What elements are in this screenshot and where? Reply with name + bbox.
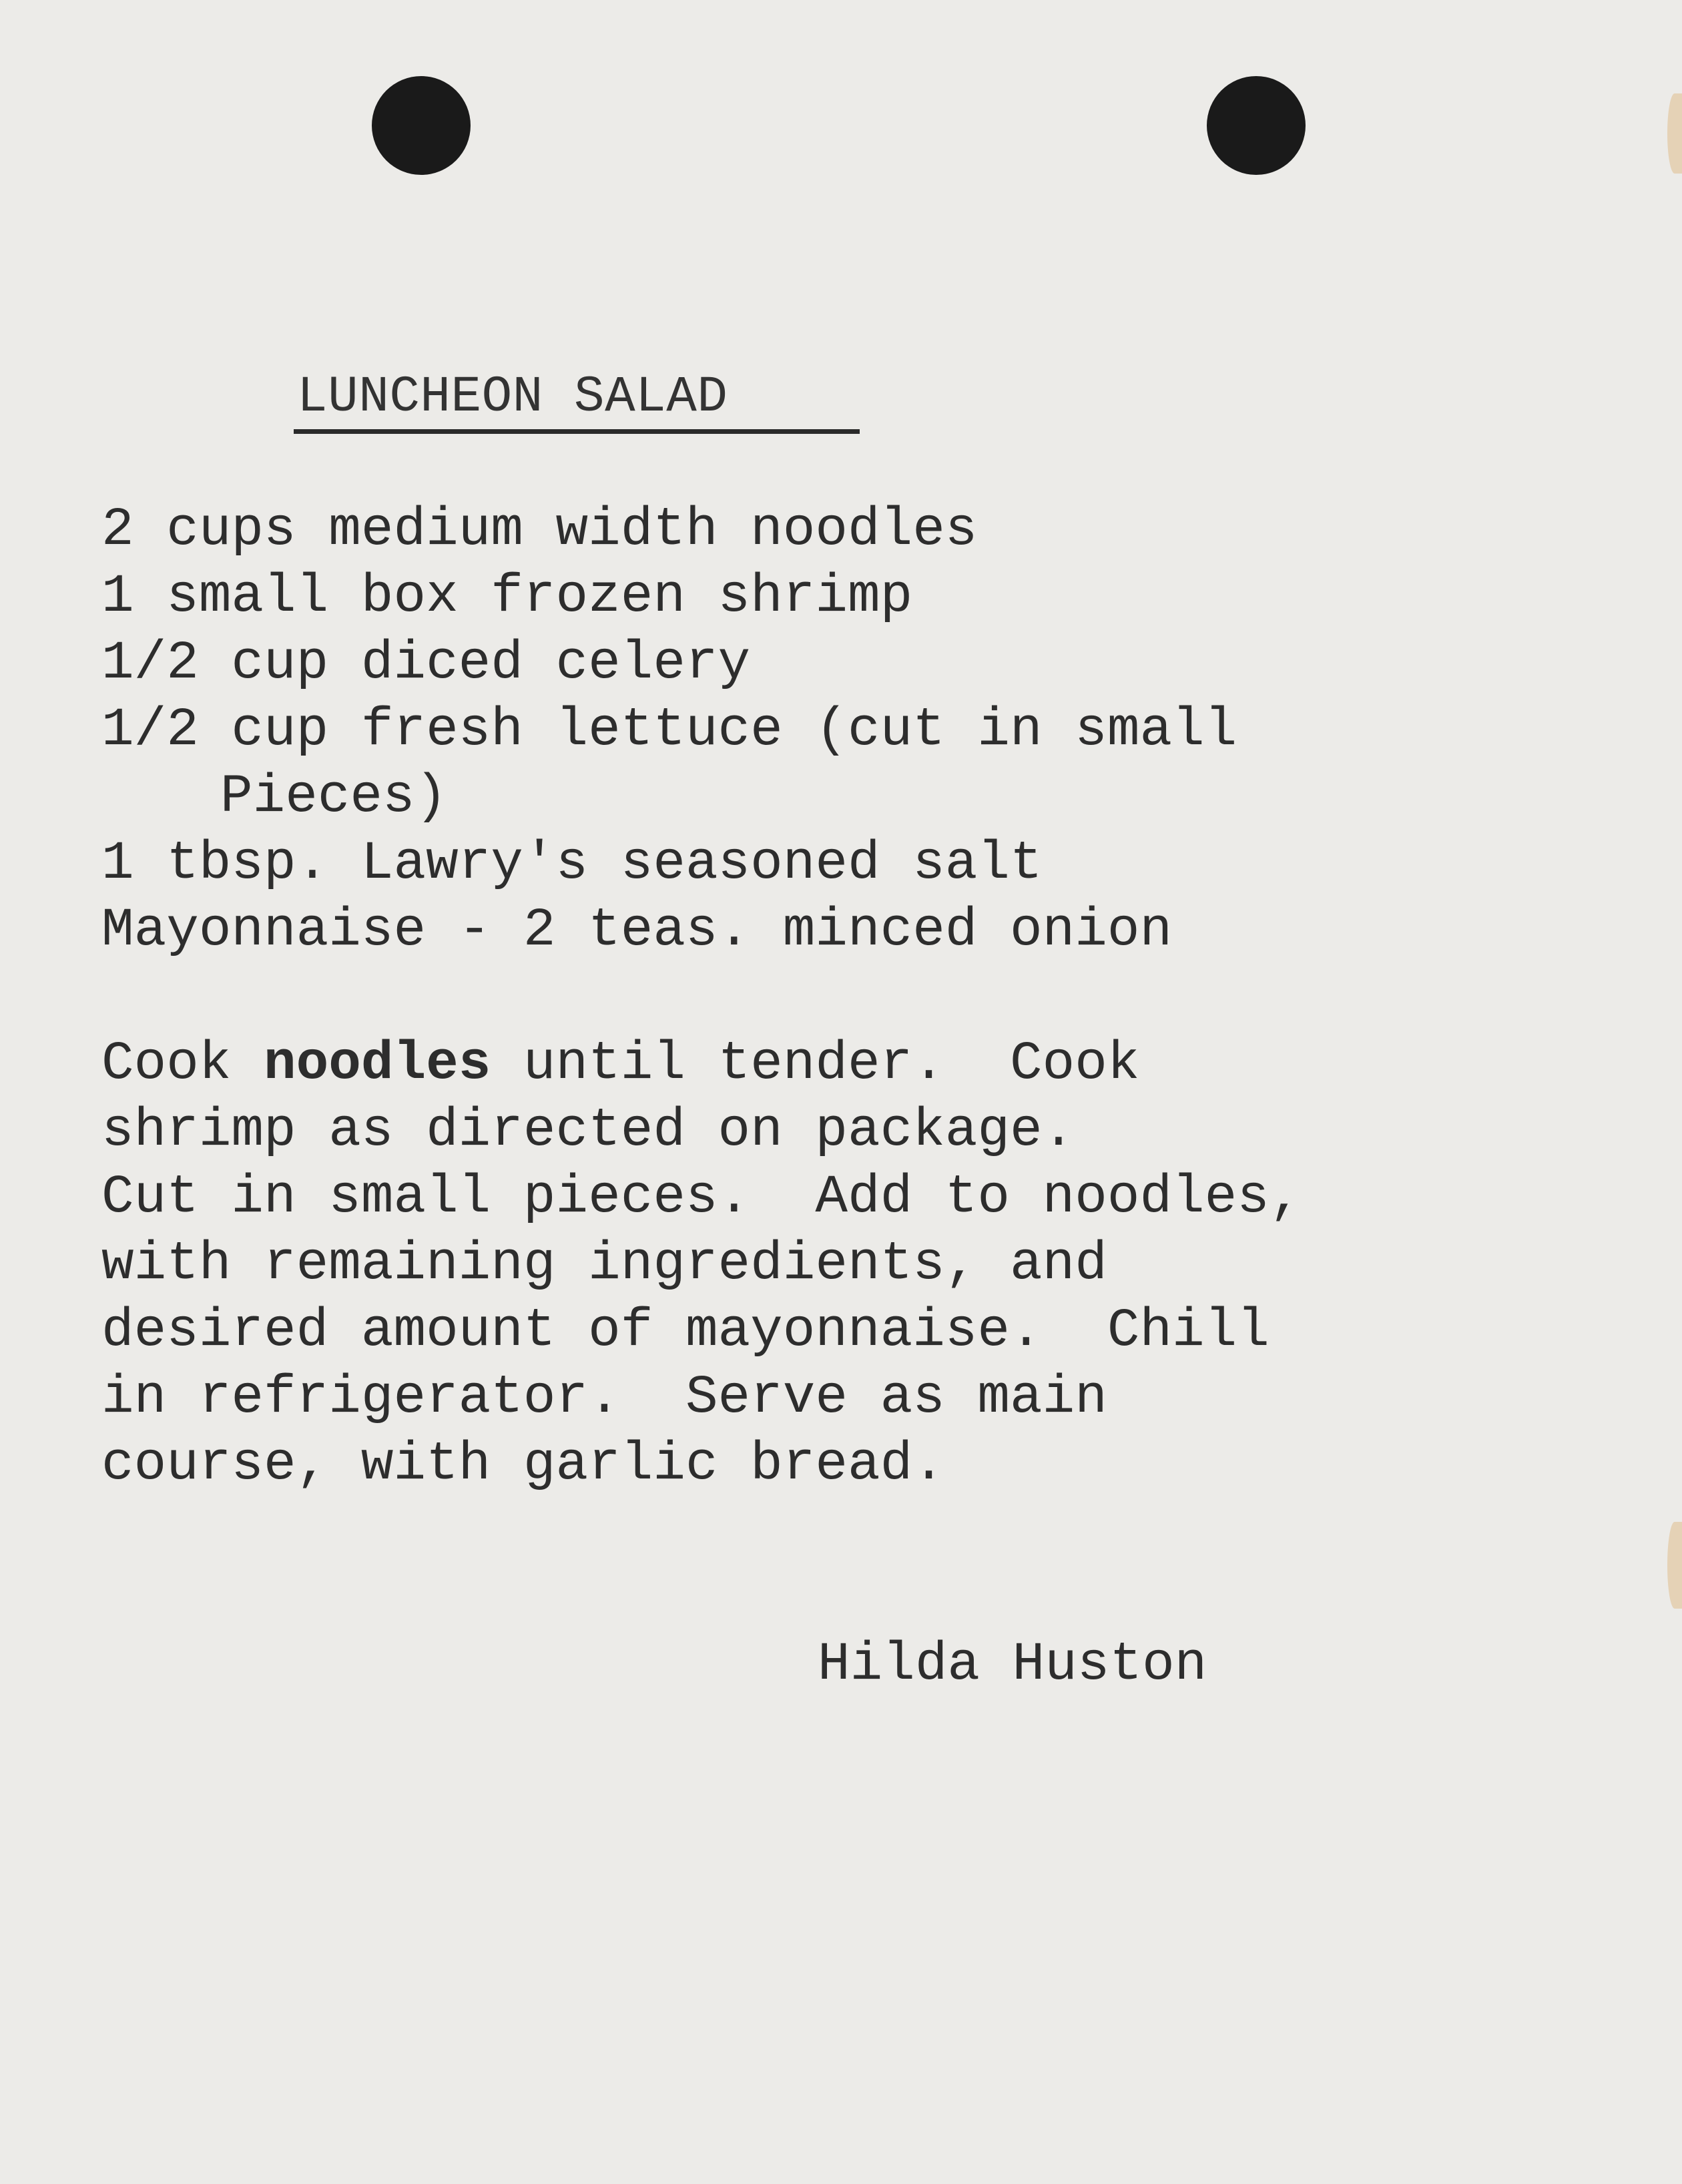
paper-stain <box>1667 93 1682 174</box>
instruction-text: until tender. Cook <box>491 1034 1140 1095</box>
ingredient-item: 2 cups medium width noodles <box>101 500 978 561</box>
punch-hole-left <box>372 76 471 175</box>
instruction-line: with remaining ingredients, and <box>101 1234 1107 1295</box>
instruction-line <box>101 1031 1302 1098</box>
ingredient-item: 1/2 cup diced celery <box>101 633 751 694</box>
ingredient-item: Mayonnaise - 2 teas. minced onion <box>101 900 1173 961</box>
author-signature: Hilda Huston <box>818 1635 1207 1695</box>
instructions-paragraph <box>101 1031 1302 1498</box>
instruction-line: in refrigerator. Serve as main <box>101 1368 1107 1428</box>
ingredient-item: 1 small box frozen shrimp <box>101 567 913 627</box>
instruction-line: Cut in small pieces. Add to noodles, <box>101 1167 1302 1228</box>
ingredient-item: 1 tbsp. Lawry's seasoned salt <box>101 834 1043 894</box>
ingredient-item: 1/2 cup fresh lettuce (cut in small <box>101 700 1237 761</box>
instruction-line: shrimp as directed on package. <box>101 1101 1075 1161</box>
instruction-bold-word: noodles <box>264 1034 491 1095</box>
instruction-line: course, with garlic bread. <box>101 1434 945 1495</box>
paper-stain <box>1667 1522 1682 1609</box>
punch-hole-right <box>1207 76 1306 175</box>
ingredient-item-continuation: Pieces) <box>220 767 448 828</box>
ingredient-list <box>101 497 1237 965</box>
recipe-title: LUNCHEON SALAD <box>297 368 728 426</box>
instruction-text: Cook <box>101 1034 264 1095</box>
title-underline <box>294 429 860 434</box>
instruction-line: desired amount of mayonnaise. Chill <box>101 1301 1270 1362</box>
